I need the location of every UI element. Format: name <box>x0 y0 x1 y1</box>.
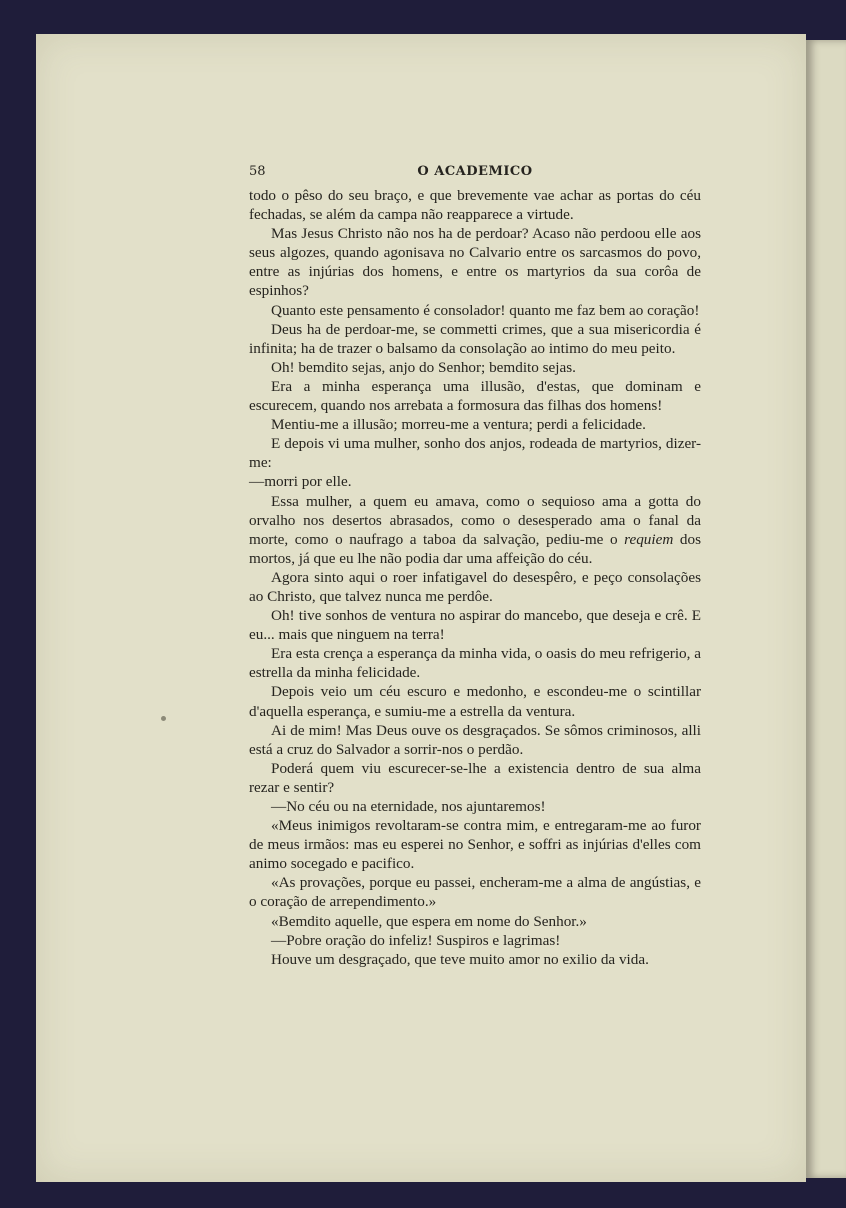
paragraph: «Bemdito aquelle, que espera em nome do Senhor.» <box>271 912 587 930</box>
paragraph: «Meus inimigos revoltaram-se contra mim, e entregaram-me ao furor de meus irmãos: mas eu esperei no Senhor, e soffri as injúrias d'elles com animo socegado e pacifico. <box>249 817 701 873</box>
paragraph: «As provações, porque eu passei, encheram-me a alma de angústias, e o coração de arrependimento.» <box>249 874 701 911</box>
paragraph: Era esta crença a esperança da minha vida, o oasis do meu refrigerio, a estrella da minha felicidade. <box>249 645 701 682</box>
paragraph: —Pobre oração do infeliz! Suspiros e lagrimas! <box>271 931 561 949</box>
paragraph: Oh! tive sonhos de ventura no aspirar do mancebo, que deseja e crê. E eu... mais que ninguem na terra! <box>249 607 701 644</box>
page-header <box>249 162 701 186</box>
paragraph: —No céu ou na eternidade, nos ajuntaremos! <box>271 798 546 815</box>
paragraph: —morri por elle. <box>249 473 352 491</box>
italic-term: requiem <box>624 530 674 548</box>
paragraph: todo o pêso do seu braço, e que brevemente vae achar as portas do céu fechadas, se além da campa não reapparece a virtude. <box>249 187 701 224</box>
paragraph: Ai de mim! Mas Deus ouve os desgraçados. Se sômos criminosos, alli está a cruz do Salvador a sorrir-nos o perdão. <box>249 721 701 758</box>
paragraph: E depois vi uma mulher, sonho dos anjos, rodeada de martyrios, dizer-me: <box>249 435 701 472</box>
paragraph: Deus ha de perdoar-me, se commetti crimes, que a sua misericordia é infinita; ha de trazer o balsamo da consolação ao intimo do meu peito. <box>249 320 701 357</box>
paragraph: Era a minha esperança uma illusão, d'estas, que dominam e escurecem, quando nos arrebata a formosura das filhas dos homens! <box>249 377 701 415</box>
paper-speck <box>161 716 166 721</box>
paragraph <box>249 492 701 568</box>
paragraph: Oh! bemdito sejas, anjo do Senhor; bemdito sejas. <box>271 358 576 376</box>
paragraph: Poderá quem viu escurecer-se-lhe a existencia dentro de sua alma rezar e sentir? <box>249 759 701 796</box>
paragraph: Mas Jesus Christo não nos ha de perdoar? Acaso não perdoou elle aos seus algozes, quando agonisava no Calvario entre os sarcasmos do povo, entre as injúrias dos homens, e entre os martyrios da sua corôa de espinhos? <box>249 225 701 300</box>
paragraph-text: Essa mulher, a quem eu amava, como o sequioso ama a gotta do orvalho nos desertos abrasados, como o desesperado ama o fanal da morte, como o naufrago a taboa da salvação, pediu-me o <box>249 492 701 548</box>
next-page-edge <box>806 40 846 1178</box>
paragraph: Depois veio um céu escuro e medonho, e escondeu-me o scintillar d'aquella esperança, e sumiu-me a estrella da ventura. <box>249 683 701 720</box>
page-number: 58 <box>249 164 266 179</box>
paragraph: Quanto este pensamento é consolador! quanto me faz bem ao coração! <box>271 301 700 319</box>
paragraph: Mentiu-me a illusão; morreu-me a ventura; perdi a felicidade. <box>271 416 646 434</box>
paragraph: Agora sinto aqui o roer infatigavel do desespêro, e peço consolações ao Christo, que talvez nunca me perdôe. <box>249 568 701 605</box>
paragraph-text: dos mortos, já que eu lhe não podia dar uma affeição do céu. <box>249 530 701 567</box>
paragraph: Houve um desgraçado, que teve muito amor no exilio da vida. <box>271 950 649 968</box>
page-text <box>249 162 701 969</box>
running-title: O ACADEMICO <box>417 164 533 179</box>
